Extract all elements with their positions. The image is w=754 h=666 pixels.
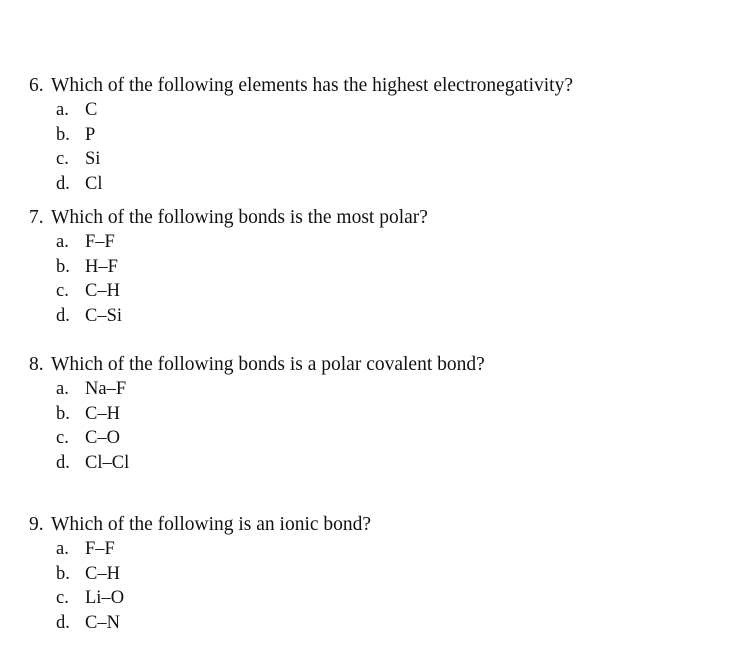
option-letter: d. xyxy=(56,173,70,194)
option-text: Cl xyxy=(85,173,103,194)
answer-option xyxy=(29,98,729,123)
answer-option xyxy=(29,562,729,587)
option-text: Li–O xyxy=(85,588,125,608)
option-letter: b. xyxy=(56,563,70,584)
answer-option xyxy=(29,172,729,197)
option-letter: b. xyxy=(56,403,70,424)
option-letter: d. xyxy=(56,452,70,473)
question-7 xyxy=(29,206,729,328)
option-letter: b. xyxy=(56,256,70,277)
question-number: 9. xyxy=(29,514,44,535)
option-letter: a. xyxy=(56,379,69,399)
question-prompt xyxy=(29,74,729,98)
question-number: 7. xyxy=(29,207,44,228)
answer-option xyxy=(29,451,729,476)
answer-option xyxy=(29,377,729,402)
option-text: C–H xyxy=(85,403,120,424)
answer-option xyxy=(29,586,729,611)
option-letter: a. xyxy=(56,232,69,252)
question-prompt xyxy=(29,513,729,537)
question-number: 8. xyxy=(29,354,44,375)
option-text: P xyxy=(85,124,96,145)
option-letter: d. xyxy=(56,612,70,633)
option-letter: b. xyxy=(56,124,70,145)
answer-option xyxy=(29,426,729,451)
question-prompt xyxy=(29,206,729,230)
option-letter: c. xyxy=(56,281,69,301)
option-text: C–N xyxy=(85,612,120,633)
option-text: Na–F xyxy=(85,379,127,399)
question-text: Which of the following bonds is a polar covalent bond? xyxy=(51,354,485,375)
option-letter: c. xyxy=(56,428,69,448)
answer-option xyxy=(29,230,729,255)
question-9 xyxy=(29,513,729,635)
option-text: C–H xyxy=(85,281,120,301)
option-text: C–Si xyxy=(85,305,123,326)
option-text: C–H xyxy=(85,563,120,584)
option-letter: d. xyxy=(56,305,70,326)
option-letter: c. xyxy=(56,588,69,608)
answer-option xyxy=(29,279,729,304)
option-text: C xyxy=(85,100,98,120)
answer-option xyxy=(29,255,729,280)
option-letter: a. xyxy=(56,539,69,559)
option-text: F–F xyxy=(85,539,115,559)
question-prompt xyxy=(29,353,729,377)
option-letter: a. xyxy=(56,100,69,120)
option-text: C–O xyxy=(85,428,120,448)
answer-option xyxy=(29,611,729,636)
option-text: H–F xyxy=(85,256,118,277)
answer-option xyxy=(29,402,729,427)
option-text: Si xyxy=(85,149,101,169)
answer-option xyxy=(29,147,729,172)
option-text: F–F xyxy=(85,232,115,252)
answer-option xyxy=(29,304,729,329)
question-text: Which of the following elements has the highest electronegativity? xyxy=(51,75,574,96)
question-8 xyxy=(29,353,729,475)
answer-option xyxy=(29,537,729,562)
answer-option xyxy=(29,123,729,148)
question-text: Which of the following bonds is the most polar? xyxy=(51,207,428,228)
option-letter: c. xyxy=(56,149,69,169)
question-6 xyxy=(29,74,729,196)
question-text: Which of the following is an ionic bond? xyxy=(51,514,372,535)
question-number: 6. xyxy=(29,75,44,96)
option-text: Cl–Cl xyxy=(85,452,130,473)
